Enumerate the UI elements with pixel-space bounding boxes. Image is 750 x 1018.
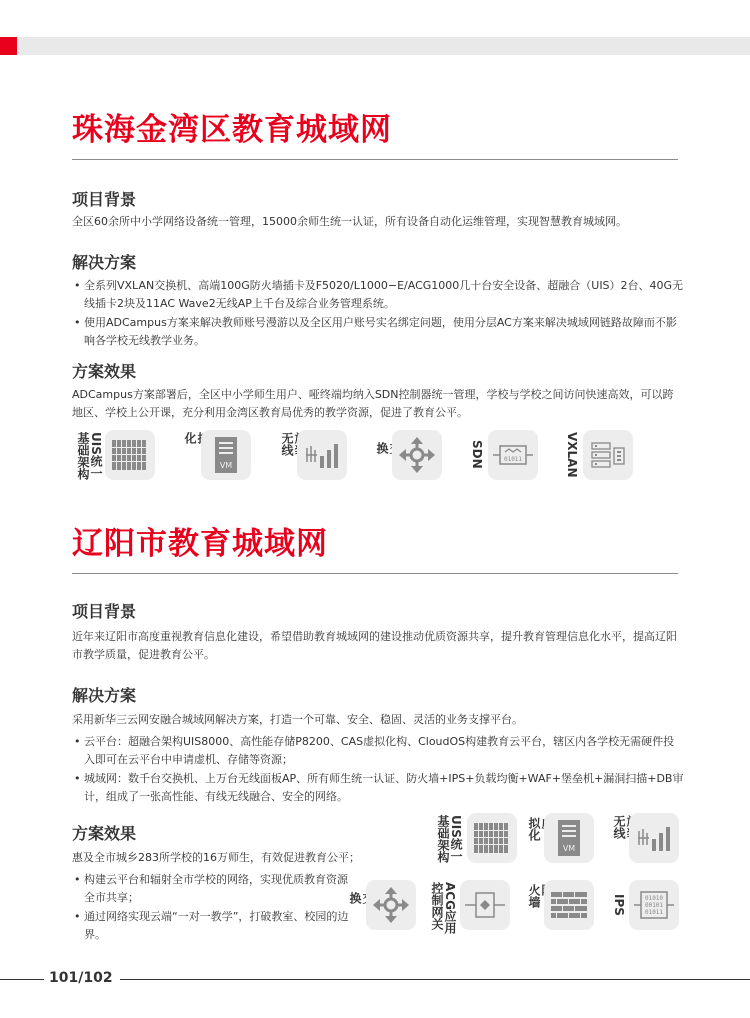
- ips-icon: [629, 880, 679, 930]
- feature-label: 火墙: [527, 884, 541, 908]
- solution-bullet: [72, 314, 684, 350]
- feature-label: UIS统一 基础架构: [436, 815, 463, 863]
- bullet-dot: •: [74, 279, 81, 292]
- background-text: 全区60余所中小学网络设备统一管理，15000余师生统一认证，所有设备自动化运维管理，实现智慧教育城域网。: [72, 215, 627, 228]
- solution-bullet: [72, 733, 684, 769]
- section-title: 珠海金湾区教育城域网: [72, 112, 392, 148]
- bullet-dot: •: [74, 910, 81, 923]
- footer-rule-left: [0, 979, 44, 980]
- vm-icon-text: VM: [219, 461, 233, 470]
- vm-icon: [544, 813, 594, 863]
- wireless-signal-icon: [629, 813, 679, 863]
- feature-label: IPS: [612, 894, 626, 916]
- feature-label: 拟化: [527, 817, 541, 841]
- bullet-text: 全系列VXLAN交换机、高端100G防火墙插卡及F5020/L1000−E/ACG1000几十台安全设备、超融合（UIS）2台、40G无线插卡2块及11AC Wave2无线AP上千台及综合业务管理系统。: [84, 279, 684, 310]
- bullet-dot: •: [74, 772, 81, 785]
- background-heading: 项目背景: [72, 190, 137, 209]
- feature-label: SDN: [470, 440, 484, 469]
- background-heading: 项目背景: [72, 602, 137, 621]
- bullet-dot: •: [74, 735, 81, 748]
- gateway-icon: [460, 880, 510, 930]
- switch-arrows-icon: [366, 880, 416, 930]
- feature-label: 无线: [280, 432, 294, 456]
- sdn-icon-text: 01011: [503, 456, 523, 463]
- feature-label: VXLAN: [565, 432, 579, 478]
- solution-bullet: [72, 277, 684, 313]
- firewall-icon: [544, 880, 594, 930]
- section-title: 辽阳市教育城域网: [72, 526, 328, 562]
- server-rack-icon: [105, 430, 155, 480]
- feature-label: 换: [348, 892, 362, 904]
- solution-heading: 解决方案: [72, 686, 137, 705]
- bullet-text: 城域网：数千台交换机、上万台无线面板AP、所有师生统一认证、防火墙+IPS+负载均衡+WAF+堡垒机+漏洞扫描+DB审计，组成了一张高性能、有线无线融合、安全的网络。: [84, 772, 684, 803]
- ips-code-line: 01011: [644, 909, 664, 916]
- bullet-dot: •: [74, 316, 81, 329]
- solution-text: 采用新华三云网安融合城域网解决方案，打造一个可靠、安全、稳固、灵活的业务支撑平台。: [72, 713, 523, 726]
- solution-heading: 解决方案: [72, 253, 137, 272]
- feature-label: ACG应用 控制网关: [430, 882, 457, 934]
- header-accent: [0, 37, 17, 55]
- feature-label: 无线: [612, 815, 626, 839]
- page-number: 101/102: [49, 970, 113, 986]
- background-text: 近年来辽阳市高度重视教育信息化建设，希望借助教育城域网的建设推动优质资源共享，提升教育管理信息化水平，提高辽阳市教学质量，促进教育公平。: [72, 630, 677, 661]
- effect-heading: 方案效果: [72, 824, 137, 843]
- effect-text: 惠及全市城乡283所学校的16万师生，有效促进教育公平；: [72, 851, 360, 864]
- ips-code-line: 00101: [644, 902, 664, 909]
- ips-code-line: 01010: [644, 895, 664, 902]
- feature-label: 换: [375, 442, 389, 454]
- feature-label: 化: [183, 432, 197, 444]
- switch-arrows-icon: [392, 430, 442, 480]
- sdn-icon: [488, 430, 538, 480]
- wireless-signal-icon: [297, 430, 347, 480]
- vxlan-icon: [583, 430, 633, 480]
- bullet-text: 使用ADCampus方案来解决教师账号漫游以及全区用户账号实名绑定问题，使用分层AC方案来解决城域网链路故障而不影响各学校无线教学业务。: [84, 316, 677, 347]
- bullet-text: 构建云平台和辐射全市学校的网络，实现优质教育资源全市共享；: [84, 873, 348, 904]
- solution-bullet: [72, 770, 684, 806]
- bullet-text: 通过网络实现云端“一对一教学”，打破教室、校园的边界。: [84, 910, 349, 941]
- effect-bullet: [72, 871, 352, 907]
- footer-rule-right: [120, 979, 750, 980]
- effect-heading: 方案效果: [72, 362, 137, 381]
- vm-icon: [201, 430, 251, 480]
- effect-text: ADCampus方案部署后，全区中小学师生用户、哑终端均纳入SDN控制器统一管理，学校与学校之间访问快速高效，可以跨地区、学校上公开课，充分利用金湾区教育局优秀的教学资源，促进了教育公平。: [72, 388, 674, 419]
- vm-icon-text: VM: [562, 844, 576, 853]
- feature-label: UIS统一 基础架构: [76, 432, 103, 480]
- server-rack-icon: [467, 813, 517, 863]
- bullet-text: 云平台：超融合架构UIS8000、高性能存储P8200、CAS虚拟化构、CloudOS构建教育云平台，辖区内各学校无需硬件投入即可在云平台中申请虚机、存储等资源；: [84, 735, 675, 766]
- section-divider: [72, 159, 678, 160]
- effect-bullet: [72, 908, 352, 944]
- header-band: [0, 37, 750, 55]
- bullet-dot: •: [74, 873, 81, 886]
- section-divider: [72, 573, 678, 574]
